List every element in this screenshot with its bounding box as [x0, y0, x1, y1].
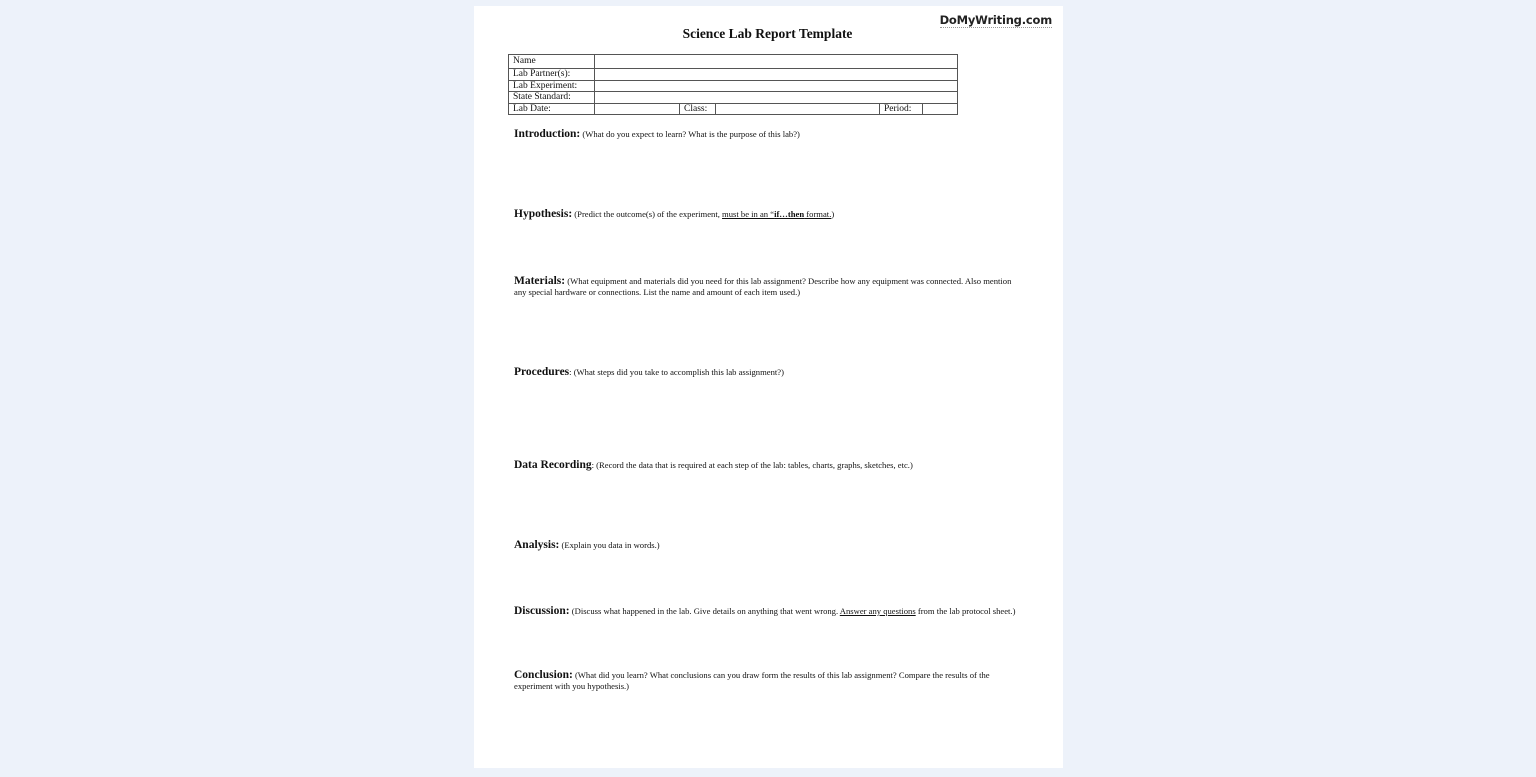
table-row: [509, 69, 958, 81]
materials-section: [514, 276, 1024, 298]
class-field[interactable]: [716, 103, 880, 115]
data-recording-section: [514, 460, 1024, 471]
partner-label: Lab Partner(s):: [509, 69, 595, 81]
period-field[interactable]: [923, 103, 958, 115]
analysis-section: [514, 540, 1024, 551]
hypothesis-section: [514, 209, 1024, 220]
data-recording-prompt: : (Record the data that is required at each step of the lab: tables, charts, graphs, sketches, etc.): [591, 460, 913, 470]
introduction-heading: Introduction:: [514, 128, 581, 140]
table-row: [509, 55, 958, 69]
standard-label: State Standard:: [509, 92, 595, 104]
hypothesis-if-then: if…then: [774, 209, 805, 219]
experiment-field[interactable]: [595, 80, 958, 92]
introduction-section: [514, 129, 1024, 140]
analysis-heading: Analysis:: [514, 539, 560, 551]
discussion-section: [514, 606, 1024, 617]
date-field[interactable]: [595, 103, 680, 115]
document-page: [474, 6, 1063, 768]
data-recording-heading: Data Recording: [514, 459, 592, 471]
standard-field[interactable]: [595, 92, 958, 104]
conclusion-prompt: (What did you learn? What conclusions can you draw form the results of this lab assignment? Compare the results of the experiment with you hypothesis.): [514, 670, 990, 691]
procedures-prompt: : (What steps did you take to accomplish this lab assignment?): [569, 367, 784, 377]
hypothesis-prompt: (Predict the outcome(s) of the experiment,: [572, 209, 723, 219]
analysis-prompt: (Explain you data in words.): [559, 540, 660, 550]
name-label: Name: [509, 55, 595, 69]
partner-field[interactable]: [595, 69, 958, 81]
discussion-questions-note: Answer any questions: [839, 606, 916, 616]
table-row: [509, 103, 958, 115]
table-row: [509, 80, 958, 92]
class-label: Class:: [680, 103, 716, 115]
hypothesis-close: ): [831, 209, 835, 219]
materials-prompt: (What equipment and materials did you need for this lab assignment? Describe how any equipment was connected. Also mention any special hardware or connections. List the name and amount of each item used.): [514, 276, 1012, 297]
conclusion-heading: Conclusion:: [514, 669, 573, 681]
introduction-prompt: (What do you expect to learn? What is the purpose of this lab?): [580, 129, 800, 139]
table-row: [509, 92, 958, 104]
procedures-heading: Procedures: [514, 366, 570, 378]
procedures-section: [514, 367, 1024, 378]
date-label: Lab Date:: [509, 103, 595, 115]
hypothesis-heading: Hypothesis:: [514, 208, 573, 220]
hypothesis-format-note: must be in an “: [722, 209, 775, 219]
hypothesis-format-word: format.: [804, 209, 832, 219]
experiment-label: Lab Experiment:: [509, 80, 595, 92]
name-field[interactable]: [595, 55, 958, 69]
materials-heading: Materials:: [514, 275, 566, 287]
discussion-heading: Discussion:: [514, 605, 570, 617]
period-label: Period:: [880, 103, 923, 115]
discussion-prompt: (Discuss what happened in the lab. Give details on anything that went wrong.: [569, 606, 840, 616]
discussion-close: from the lab protocol sheet.): [915, 606, 1016, 616]
conclusion-section: [514, 670, 1024, 692]
page-title: Science Lab Report Template: [682, 26, 853, 41]
info-table: [508, 54, 958, 115]
watermark-logo[interactable]: DoMyWriting.com: [939, 13, 1052, 27]
